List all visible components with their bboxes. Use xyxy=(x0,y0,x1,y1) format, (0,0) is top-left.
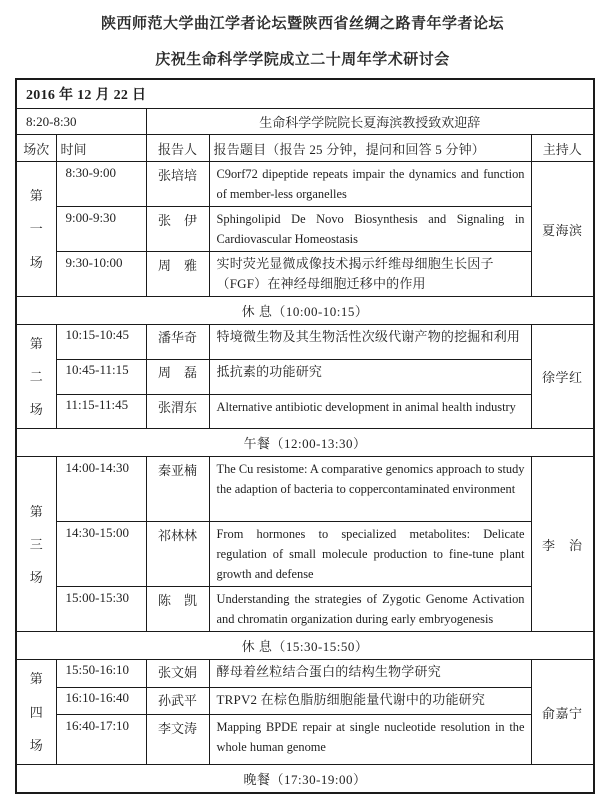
talk-topic: Understanding the strategies of Zygotic Genome Activation and chromatin organization during early embryogenesis xyxy=(209,587,531,632)
talk-topic: From hormones to specialized metabolites: Delicate regulation of small molecule production to fine-tune plant growth and defense xyxy=(209,522,531,587)
talk-speaker: 张 伊 xyxy=(146,207,209,252)
session-2-label: 第二场 xyxy=(16,325,56,429)
talk-topic: Mapping BPDE repair at single nucleotide resolution in the whole human genome xyxy=(209,715,531,764)
header-speaker: 报告人 xyxy=(146,135,209,162)
talk-time: 16:10-16:40 xyxy=(56,687,146,714)
talk-row xyxy=(16,394,594,429)
break-dinner: 晚餐（17:30-19:00） xyxy=(16,764,594,793)
session-2-moderator: 徐学红 xyxy=(531,325,594,429)
talk-time: 9:00-9:30 xyxy=(56,207,146,252)
page-title: 陕西师范大学曲江学者论坛暨陕西省丝绸之路青年学者论坛 xyxy=(100,16,504,32)
talk-time: 9:30-10:00 xyxy=(56,252,146,297)
talk-row xyxy=(16,252,594,297)
header-session: 场次 xyxy=(16,135,56,162)
talk-speaker: 祁林林 xyxy=(146,522,209,587)
talk-topic: The Cu resistome: A comparative genomics approach to study the adaption of bacteria to coppercontaminated environment xyxy=(209,457,531,522)
session-1-label: 第一场 xyxy=(16,162,56,297)
talk-row xyxy=(16,359,594,394)
talk-speaker: 周 磊 xyxy=(146,359,209,394)
talk-time: 16:40-17:10 xyxy=(56,715,146,764)
session-3-label: 第三场 xyxy=(16,457,56,632)
date-cell: 2016 年 12 月 22 日 xyxy=(16,79,594,109)
header-moderator: 主持人 xyxy=(531,135,594,162)
header-topic: 报告题目（报告 25 分钟，提问和回答 5 分钟） xyxy=(209,135,531,162)
talk-topic: 酵母着丝粒结合蛋白的结构生物学研究 xyxy=(209,660,531,687)
talk-time: 14:00-14:30 xyxy=(56,457,146,522)
talk-time: 15:50-16:10 xyxy=(56,660,146,687)
talk-time: 11:15-11:45 xyxy=(56,394,146,429)
schedule-table xyxy=(15,78,595,794)
break-lunch: 午餐（12:00-13:30） xyxy=(16,429,594,457)
date-row xyxy=(16,79,594,109)
talk-speaker: 李文涛 xyxy=(146,715,209,764)
talk-row xyxy=(16,660,594,687)
column-header-row xyxy=(16,135,594,162)
talk-topic: C9orf72 dipeptide repeats impair the dynamics and function of member-less organelles xyxy=(209,162,531,207)
talk-row xyxy=(16,457,594,522)
break-row xyxy=(16,632,594,660)
talk-topic: 实时荧光显微成像技术揭示纤维母细胞生长因子（FGF）在神经母细胞迁移中的作用 xyxy=(209,252,531,297)
talk-speaker: 秦亚楠 xyxy=(146,457,209,522)
talk-row xyxy=(16,587,594,632)
break-afternoon: 休 息（15:30-15:50） xyxy=(16,632,594,660)
talk-topic: TRPV2 在棕色脂肪细胞能量代谢中的功能研究 xyxy=(209,687,531,714)
header-time: 时间 xyxy=(56,135,146,162)
talk-row xyxy=(16,522,594,587)
talk-row xyxy=(16,162,594,207)
session-1-moderator: 夏海滨 xyxy=(531,162,594,297)
talk-speaker: 周 雅 xyxy=(146,252,209,297)
page-subtitle: 庆祝生命科学学院成立二十周年学术研讨会 xyxy=(155,52,450,68)
talk-time: 10:15-10:45 xyxy=(56,325,146,360)
opening-time: 8:20-8:30 xyxy=(16,109,146,135)
talk-speaker: 张文娟 xyxy=(146,660,209,687)
break-row xyxy=(16,764,594,793)
talk-topic: Alternative antibiotic development in animal health industry xyxy=(209,394,531,429)
talk-speaker: 潘华奇 xyxy=(146,325,209,360)
opening-event: 生命科学学院院长夏海滨教授致欢迎辞 xyxy=(146,109,594,135)
break-morning: 休 息（10:00-10:15） xyxy=(16,297,594,325)
opening-row xyxy=(16,109,594,135)
talk-speaker: 张渭东 xyxy=(146,394,209,429)
talk-time: 14:30-15:00 xyxy=(56,522,146,587)
talk-row xyxy=(16,687,594,714)
break-row xyxy=(16,429,594,457)
talk-time: 10:45-11:15 xyxy=(56,359,146,394)
talk-topic: 抵抗素的功能研究 xyxy=(209,359,531,394)
talk-time: 15:00-15:30 xyxy=(56,587,146,632)
session-3-moderator: 李 治 xyxy=(531,457,594,632)
talk-speaker: 张培培 xyxy=(146,162,209,207)
talk-row xyxy=(16,715,594,764)
talk-topic: 特境微生物及其生物活性次级代谢产物的挖掘和利用 xyxy=(209,325,531,360)
talk-speaker: 孙武平 xyxy=(146,687,209,714)
session-4-label: 第四场 xyxy=(16,660,56,764)
talk-row xyxy=(16,207,594,252)
session-4-moderator: 俞嘉宁 xyxy=(531,660,594,764)
talk-speaker: 陈 凯 xyxy=(146,587,209,632)
talk-topic: Sphingolipid De Novo Biosynthesis and Signaling in Cardiovascular Homeostasis xyxy=(209,207,531,252)
break-row xyxy=(16,297,594,325)
talk-row xyxy=(16,325,594,360)
talk-time: 8:30-9:00 xyxy=(56,162,146,207)
